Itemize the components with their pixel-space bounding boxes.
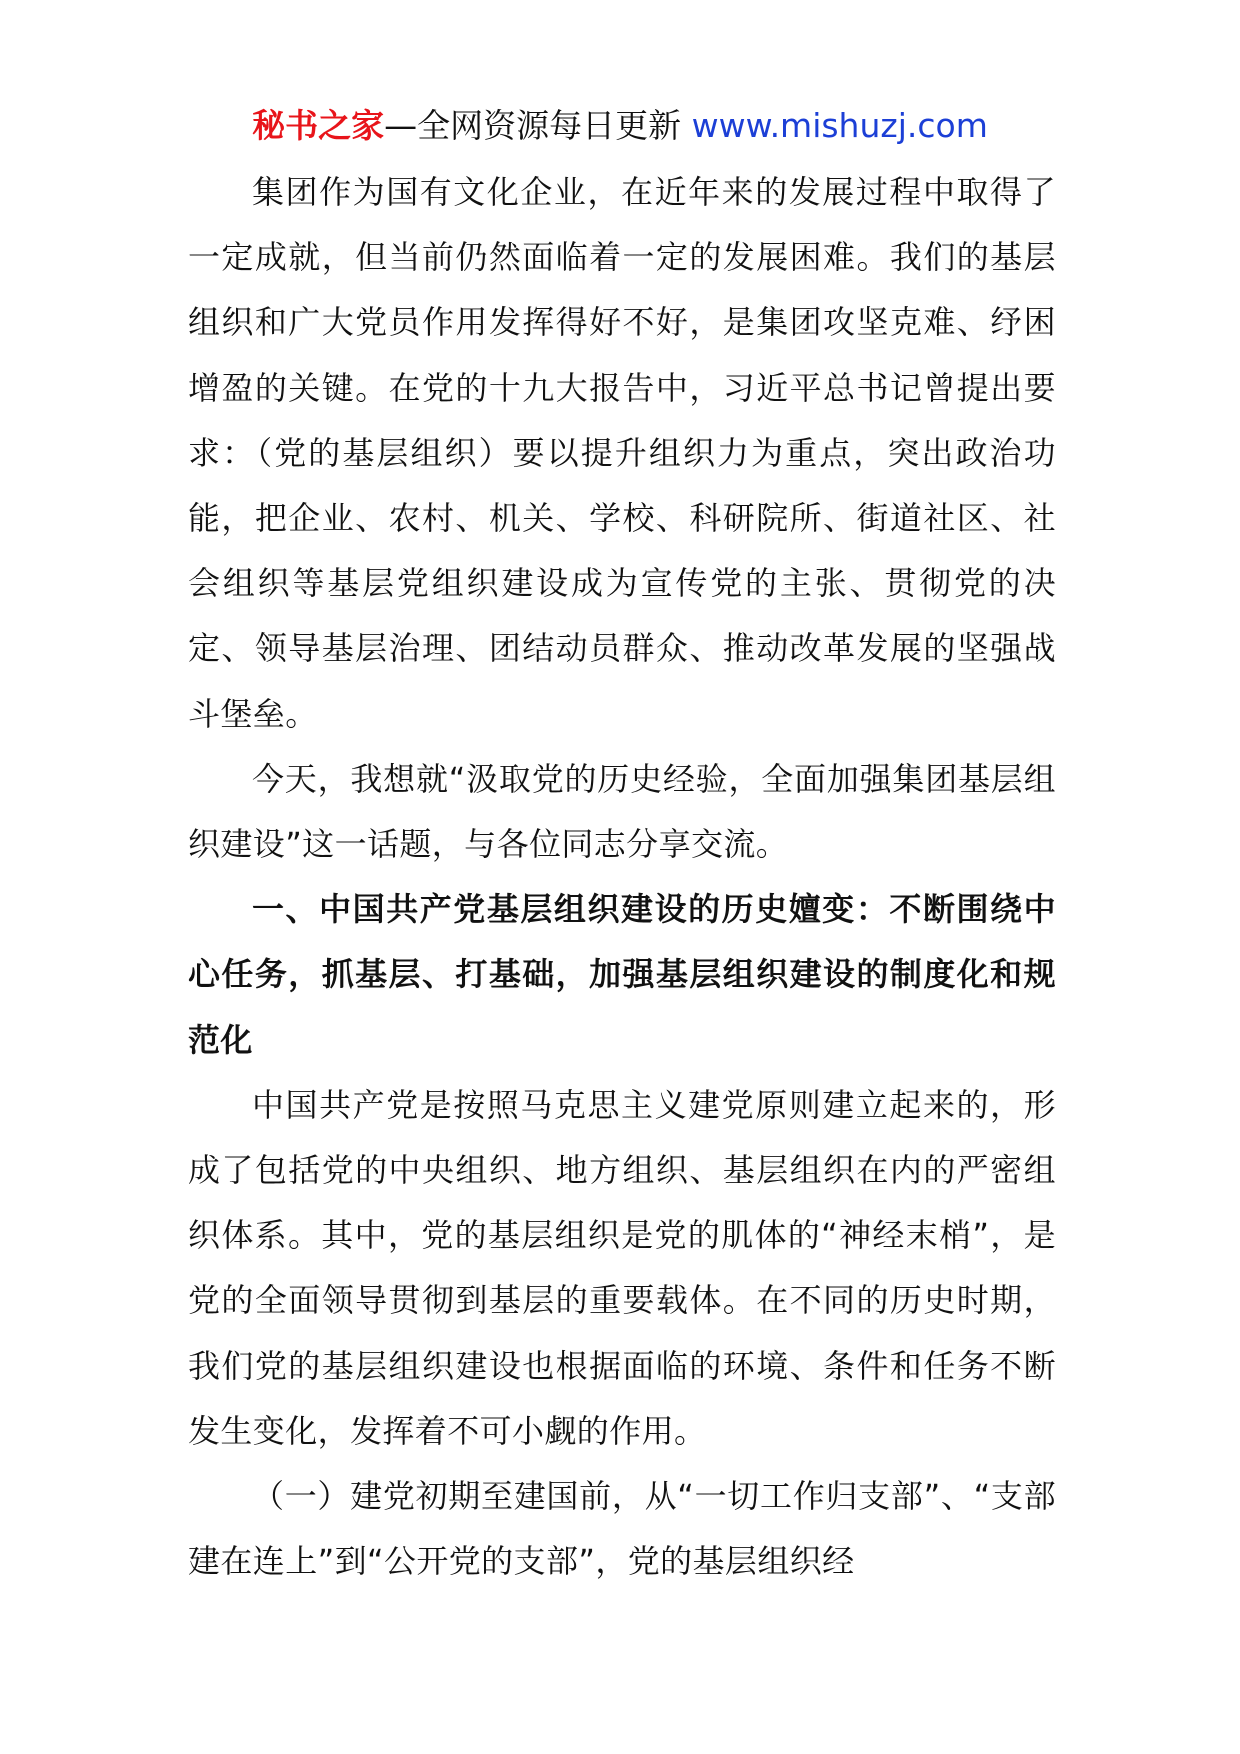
subsection-heading-1: （一）建党初期至建国前，从“一切工作归支部”、“支部建在连上”到“公开党的支部”，党的基层组织经 [188, 1477, 1056, 1581]
website-link[interactable]: www.mishuzj.com [691, 106, 988, 145]
paragraph-topic: 今天，我想就“汲取党的历史经验，全面加强集团基层组织建设”这一话题，与各位同志分享交流。 [188, 759, 1056, 864]
paragraph-organization: 中国共产党是按照马克思主义建党原则建立起来的，形成了包括党的中央组织、地方组织、基层组织在内的严密组织体系。其中，党的基层组织是党的肌体的“神经末梢”，是党的全面领导贯彻到基层的重要载体。在不同的历史时期，我们党的基层组织建设也根据面临的环境、条件和任务不断发生变化，发挥着不可小觑的作用。 [188, 1085, 1056, 1450]
paragraph-intro: 集团作为国有文化企业，在近年来的发展过程中取得了一定成就，但当前仍然面临着一定的发展困难。我们的基层组织和广大党员作用发挥得好不好，是集团攻坚克难、纾困增盈的关键。在党的十九大报告中，习近平总书记曾提出要求：（党的基层组织）要以提升组织力为重点，突出政治功能，把企业、农村、机关、学校、科研院所、街道社区、社会组织等基层党组织建设成为宣传党的主张、贯彻党的决定、领导基层治理、团结动员群众、推动改革发展的坚强战斗堡垒。 [188, 173, 1056, 733]
section-heading-1: 一、中国共产党基层组织建设的历史嬗变：不断围绕中心任务，抓基层、打基础，加强基层组织建设的制度化和规范化 [188, 890, 1056, 1059]
header-tagline: —全网资源每日更新 [384, 106, 682, 145]
brand-name: 秘书之家 [252, 106, 385, 145]
document-body [188, 160, 1056, 1594]
page-header [0, 100, 1240, 152]
